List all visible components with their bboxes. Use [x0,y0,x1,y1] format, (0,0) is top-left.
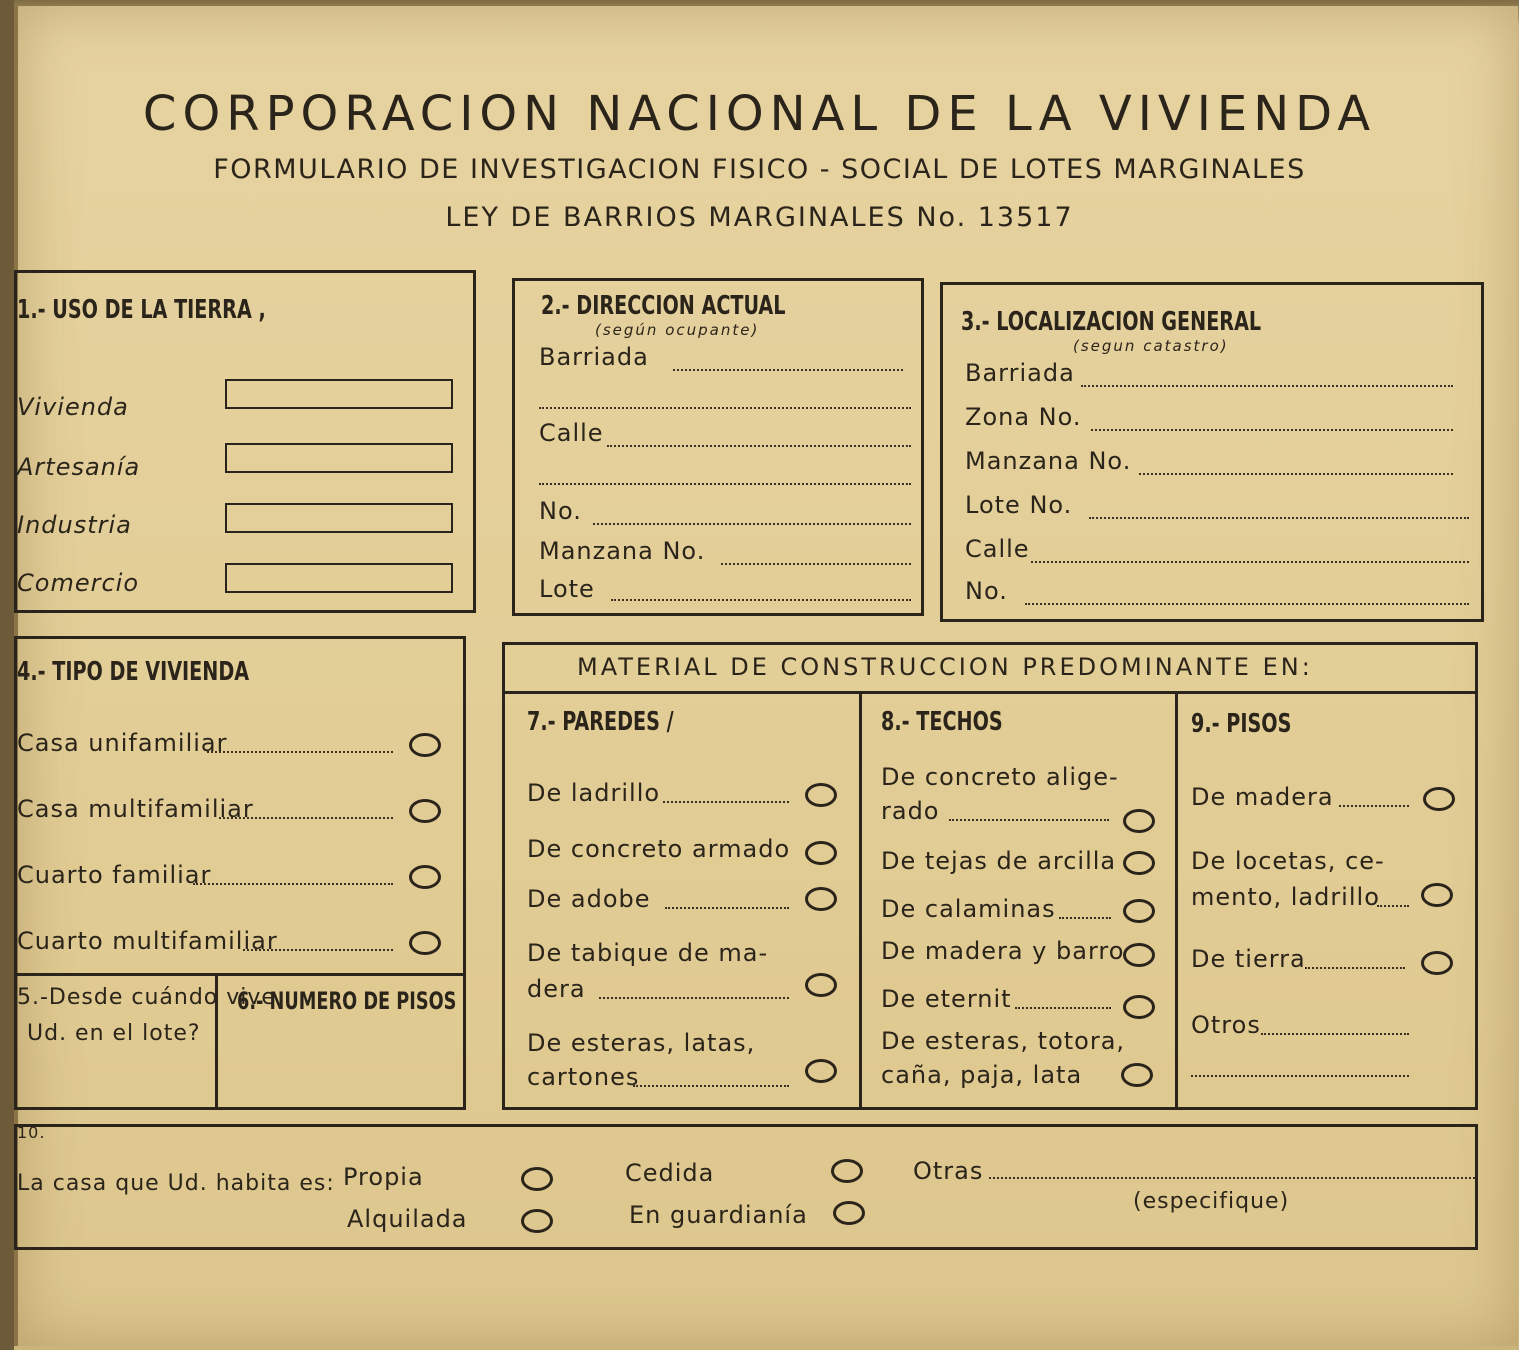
section-2-note: (según ocupante) [595,321,760,339]
pisos-otros-field[interactable] [1261,1033,1409,1035]
techos-option-esteras[interactable] [1121,1063,1153,1087]
material-title: MATERIAL DE CONSTRUCCION PREDOMINANTE EN: [577,653,1313,681]
section-uso-tierra [14,270,476,613]
uso-label-comercio: Comercio [17,569,139,597]
section-5-question-2: Ud. en el lote? [27,1021,201,1046]
techos-label-madera-barro: De madera y barro [881,937,1125,965]
uso-box-vivienda[interactable] [225,379,453,409]
material-title-divider [505,691,1475,694]
techos-pisos-divider [1175,691,1178,1107]
paredes-label-concreto: De concreto armado [527,835,791,863]
techos-option-madera-barro[interactable] [1123,943,1155,967]
techos-label-concreto-2: rado [881,797,940,825]
dir-calle-label: Calle [539,419,604,447]
section-4-title: 4.- TIPO DE VIVIENDA [17,657,250,687]
section-3-note: (segun catastro) [1073,337,1229,355]
dir-barriada-field[interactable] [673,369,903,371]
section-2-title: 2.- DIRECCION ACTUAL [541,291,786,321]
techos-option-calaminas[interactable] [1123,899,1155,923]
paredes-label-esteras-1: De esteras, latas, [527,1029,756,1057]
tenencia-especifique: (especifique) [1133,1189,1290,1214]
pisos-option-locetas[interactable] [1421,883,1453,907]
loc-calle-field[interactable] [1031,561,1469,563]
section-8-title: 8.- TECHOS [881,707,1003,737]
techos-dots-concreto [949,819,1109,821]
techos-label-eternit: De eternit [881,985,1012,1013]
pisos-label-locetas-2: mento, ladrillo [1191,883,1380,911]
uso-box-comercio[interactable] [225,563,453,593]
loc-lote-label: Lote No. [965,491,1073,519]
dir-barriada-label: Barriada [539,343,649,371]
loc-barriada-field[interactable] [1081,385,1453,387]
uso-box-industria[interactable] [225,503,453,533]
loc-barriada-label: Barriada [965,359,1075,387]
paredes-option-ladrillo[interactable] [805,783,837,807]
dir-calle-field-2[interactable] [539,483,911,485]
uso-label-vivienda: Vivienda [17,393,129,421]
uso-label-industria: Industria [17,511,132,539]
tipo-label-multifamiliar: Casa multifamiliar [17,795,254,823]
pisos-dots-locetas [1377,905,1409,907]
section-1-title: 1.- USO DE LA TIERRA , [17,295,266,325]
tenencia-label-alquilada: Alquilada [347,1205,468,1233]
techos-dots-calaminas [1059,917,1111,919]
pisos-label-otros: Otros [1191,1011,1261,1039]
tipo-label-cuarto-multifamiliar: Cuarto multifamiliar [17,927,278,955]
techos-option-tejas[interactable] [1123,851,1155,875]
tenencia-question: La casa que Ud. habita es: [17,1171,335,1196]
tipo-label-cuarto-familiar: Cuarto familiar [17,861,212,889]
tipo-dots-multifamiliar [219,817,393,819]
section-9-title: 9.- PISOS [1191,709,1292,739]
section-4-divider [17,973,463,976]
loc-manzana-field[interactable] [1139,473,1453,475]
paredes-dots-esteras [633,1085,789,1087]
section-material-construccion [502,642,1478,1110]
pisos-otros-field-2[interactable] [1191,1075,1409,1077]
pisos-label-tierra: De tierra [1191,945,1306,973]
loc-zona-label: Zona No. [965,403,1082,431]
paredes-label-tabique-1: De tabique de ma- [527,939,769,967]
techos-label-tejas: De tejas de arcilla [881,847,1117,875]
section-5-question-1: 5.-Desde cuándo vive [17,985,276,1010]
dir-calle-field[interactable] [607,445,911,447]
paredes-label-tabique-2: dera [527,975,586,1003]
loc-zona-field[interactable] [1091,429,1453,431]
section-6-title: 6.- NUMERO DE PISOS [237,987,457,1015]
tipo-option-multifamiliar[interactable] [409,799,441,823]
paredes-techos-divider [859,691,862,1107]
techos-label-esteras-2: caña, paja, lata [881,1061,1083,1089]
paredes-option-tabique[interactable] [805,973,837,997]
techos-option-concreto[interactable] [1123,809,1155,833]
pisos-dots-tierra [1305,967,1405,969]
pisos-label-madera: De madera [1191,783,1334,811]
tipo-option-unifamiliar[interactable] [409,733,441,757]
tipo-option-cuarto-familiar[interactable] [409,865,441,889]
pisos-option-madera[interactable] [1423,787,1455,811]
loc-lote-field[interactable] [1089,517,1469,519]
tipo-option-cuarto-multifamiliar[interactable] [409,931,441,955]
techos-label-esteras-1: De esteras, totora, [881,1027,1126,1055]
tenencia-option-propia[interactable] [521,1167,553,1191]
paredes-dots-tabique [599,997,789,999]
techos-dots-eternit [1015,1007,1111,1009]
tenencia-option-alquilada[interactable] [521,1209,553,1233]
techos-option-eternit[interactable] [1123,995,1155,1019]
loc-calle-label: Calle [965,535,1030,563]
paredes-label-adobe: De adobe [527,885,651,913]
dir-manzana-label: Manzana No. [539,537,706,565]
section-localizacion-general [940,282,1484,622]
form-title: CORPORACION NACIONAL DE LA VIVIENDA [142,86,1377,142]
dir-lote-label: Lote [539,575,595,603]
paredes-label-ladrillo: De ladrillo [527,779,661,807]
tenencia-label-propia: Propia [343,1163,424,1191]
paredes-dots-adobe [665,907,789,909]
tipo-dots-unifamiliar [207,751,393,753]
loc-no-label: No. [965,577,1008,605]
techos-label-calaminas: De calaminas [881,895,1056,923]
section-3-title: 3.- LOCALIZACION GENERAL [961,307,1262,337]
paredes-option-concreto[interactable] [805,841,837,865]
paredes-option-adobe[interactable] [805,887,837,911]
tipo-dots-cuarto-familiar [193,883,393,885]
law-reference: LEY DE BARRIOS MARGINALES No. 13517 [445,202,1074,233]
section-7-title: 7.- PAREDES / [527,707,674,737]
dir-manzana-field[interactable] [721,563,911,565]
section-10-number: 10. [17,1123,46,1142]
dir-no-label: No. [539,497,582,525]
pisos-dots-madera [1339,805,1409,807]
pisos-option-tierra[interactable] [1421,951,1453,975]
section-direccion-actual [512,278,924,616]
section-tenencia-casa [14,1124,1478,1250]
dir-lote-field[interactable] [611,599,911,601]
tenencia-label-guardiania: En guardianía [629,1201,808,1229]
form-subtitle: FORMULARIO DE INVESTIGACION FISICO - SOCIAL DE LOTES MARGINALES [213,154,1306,185]
tenencia-option-cedida[interactable] [831,1159,863,1183]
pisos-label-locetas-1: De locetas, ce- [1191,847,1385,875]
tipo-dots-cuarto-multifamiliar [243,949,393,951]
tenencia-otras-field[interactable] [989,1177,1475,1179]
tenencia-option-guardiania[interactable] [833,1201,865,1225]
loc-manzana-label: Manzana No. [965,447,1132,475]
paredes-label-esteras-2: cartones [527,1063,640,1091]
techos-label-concreto-1: De concreto alige- [881,763,1119,791]
uso-box-artesania[interactable] [225,443,453,473]
tenencia-label-cedida: Cedida [625,1159,715,1187]
section-tipo-vivienda [14,636,466,1110]
uso-label-artesania: Artesanía [17,453,141,481]
loc-no-field[interactable] [1025,603,1469,605]
dir-no-field[interactable] [593,523,911,525]
dir-barriada-field-2[interactable] [539,407,911,409]
paredes-option-esteras[interactable] [805,1059,837,1083]
paredes-dots-ladrillo [663,801,789,803]
tipo-label-unifamiliar: Casa unifamiliar [17,729,228,757]
tenencia-label-otras: Otras [913,1157,984,1185]
